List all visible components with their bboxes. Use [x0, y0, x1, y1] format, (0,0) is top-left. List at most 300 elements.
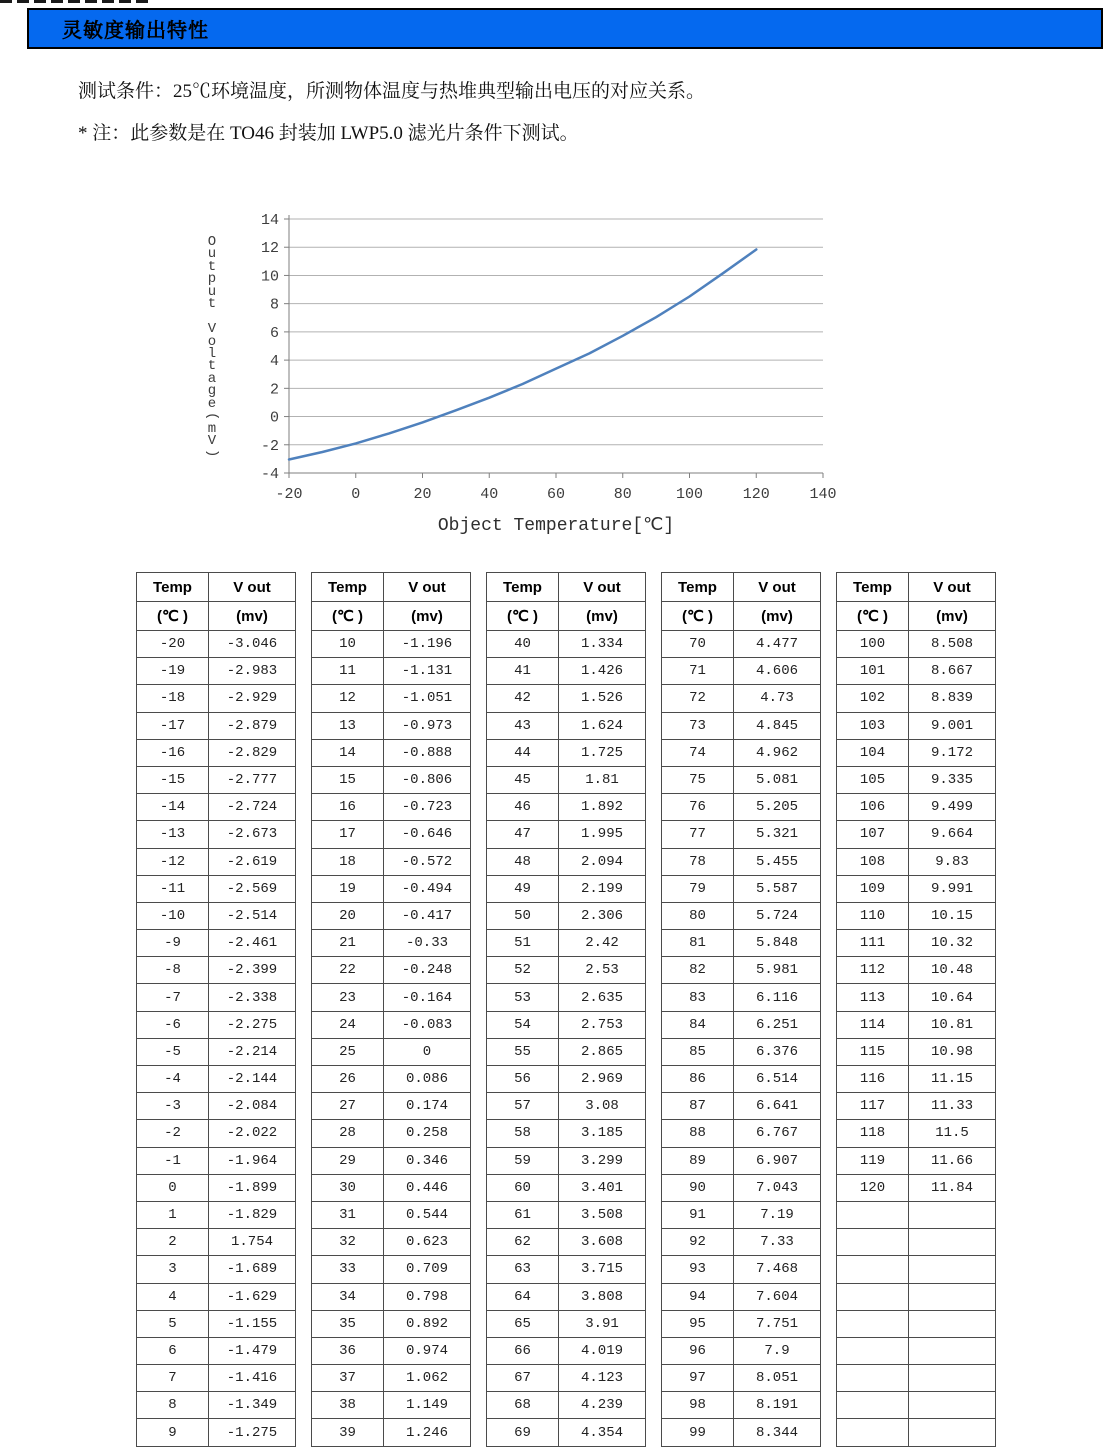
x-axis-title: Object Temperature[℃] [437, 516, 675, 536]
vout-cell: 11.66 [909, 1147, 996, 1174]
vout-cell: -3.046 [209, 631, 296, 658]
table-row [837, 1120, 996, 1147]
temp-cell: -2 [137, 1120, 209, 1147]
temp-cell: 36 [312, 1337, 384, 1364]
table-row [312, 1283, 471, 1310]
x-tick-label: 60 [546, 486, 566, 503]
temp-unit: (℃ ) [487, 602, 559, 631]
table-row [487, 1011, 646, 1038]
vout-cell: -2.569 [209, 875, 296, 902]
vout-cell [909, 1365, 996, 1392]
temp-cell: 118 [837, 1120, 909, 1147]
table-row [662, 739, 821, 766]
vout-unit: (mv) [909, 602, 996, 631]
vout-cell: 3.299 [559, 1147, 646, 1174]
temp-cell: 84 [662, 1011, 734, 1038]
table-row [837, 1147, 996, 1174]
vout-cell: 0.974 [384, 1337, 471, 1364]
table-row [137, 1283, 296, 1310]
table-row [312, 658, 471, 685]
table-row [837, 957, 996, 984]
temp-cell: 13 [312, 712, 384, 739]
table-row [487, 1147, 646, 1174]
vout-cell: -0.973 [384, 712, 471, 739]
y-axis-title-char: ( [204, 412, 221, 421]
vout-cell: 5.724 [734, 902, 821, 929]
vout-header: V out [384, 573, 471, 602]
vout-cell: -2.983 [209, 658, 296, 685]
temp-cell: 112 [837, 957, 909, 984]
vout-cell: -1.155 [209, 1310, 296, 1337]
table-row [662, 658, 821, 685]
table-row [837, 1337, 996, 1364]
temp-cell: 103 [837, 712, 909, 739]
table-row [312, 1337, 471, 1364]
temp-cell: -10 [137, 902, 209, 929]
table-row [662, 848, 821, 875]
table-row [837, 821, 996, 848]
temp-cell: 69 [487, 1419, 559, 1446]
table-row [137, 685, 296, 712]
table-header-row [837, 573, 996, 602]
vout-cell: -1.416 [209, 1365, 296, 1392]
table-row [137, 1229, 296, 1256]
temp-cell: 115 [837, 1038, 909, 1065]
temp-cell: 20 [312, 902, 384, 929]
table-row [837, 1038, 996, 1065]
temp-cell: 59 [487, 1147, 559, 1174]
table-row [837, 631, 996, 658]
table-row [137, 875, 296, 902]
vout-cell: 1.062 [384, 1365, 471, 1392]
table-row [312, 631, 471, 658]
temp-cell: 17 [312, 821, 384, 848]
table-row [312, 794, 471, 821]
vout-cell: -2.338 [209, 984, 296, 1011]
temp-cell: 6 [137, 1337, 209, 1364]
table-row [662, 766, 821, 793]
y-axis-title-char: p [207, 271, 217, 288]
temp-cell [837, 1310, 909, 1337]
temp-cell: 45 [487, 766, 559, 793]
table-row [312, 739, 471, 766]
temp-cell: 54 [487, 1011, 559, 1038]
table-row [487, 1038, 646, 1065]
temp-cell: 62 [487, 1229, 559, 1256]
table-row [837, 1310, 996, 1337]
y-axis-title-char: t [207, 358, 217, 375]
table-row [312, 821, 471, 848]
vout-cell: 10.48 [909, 957, 996, 984]
temp-cell: 29 [312, 1147, 384, 1174]
temp-cell [837, 1337, 909, 1364]
vout-cell: 6.251 [734, 1011, 821, 1038]
temp-cell: -7 [137, 984, 209, 1011]
temp-cell: 16 [312, 794, 384, 821]
temp-cell: 19 [312, 875, 384, 902]
vout-cell: 1.624 [559, 712, 646, 739]
temp-cell: 46 [487, 794, 559, 821]
vout-cell: 5.321 [734, 821, 821, 848]
vout-cell: 2.199 [559, 875, 646, 902]
table-row [837, 766, 996, 793]
temp-cell: 7 [137, 1365, 209, 1392]
table-row [137, 984, 296, 1011]
temp-cell: -11 [137, 875, 209, 902]
vout-cell: 9.001 [909, 712, 996, 739]
temp-cell: 55 [487, 1038, 559, 1065]
vout-cell: -2.777 [209, 766, 296, 793]
temp-cell: 24 [312, 1011, 384, 1038]
table-row [137, 1174, 296, 1201]
vout-cell: 5.848 [734, 930, 821, 957]
table-row [487, 984, 646, 1011]
temp-cell: 4 [137, 1283, 209, 1310]
temp-header: Temp [487, 573, 559, 602]
x-tick-label: 40 [480, 486, 499, 503]
temp-cell: -19 [137, 658, 209, 685]
table-row [312, 984, 471, 1011]
temp-cell: -1 [137, 1147, 209, 1174]
vout-cell: 11.84 [909, 1174, 996, 1201]
table-unit-row [487, 602, 646, 631]
table-row [662, 875, 821, 902]
temp-cell: 110 [837, 902, 909, 929]
table-row [662, 631, 821, 658]
temp-cell: 98 [662, 1392, 734, 1419]
table-row [137, 766, 296, 793]
vout-cell: 1.892 [559, 794, 646, 821]
vout-cell: 6.514 [734, 1066, 821, 1093]
vout-cell: -1.629 [209, 1283, 296, 1310]
vout-cell: 0.346 [384, 1147, 471, 1174]
table-row [487, 1120, 646, 1147]
table-row [487, 739, 646, 766]
temp-cell: 108 [837, 848, 909, 875]
temp-cell: 40 [487, 631, 559, 658]
vout-cell: 1.526 [559, 685, 646, 712]
table-row [662, 1283, 821, 1310]
temp-cell: 49 [487, 875, 559, 902]
table-row [662, 712, 821, 739]
vout-cell: 7.33 [734, 1229, 821, 1256]
vout-header: V out [559, 573, 646, 602]
temp-unit: (℃ ) [137, 602, 209, 631]
vout-cell: 7.751 [734, 1310, 821, 1337]
temp-cell: 79 [662, 875, 734, 902]
table-group-4 [661, 572, 821, 1447]
temp-cell: 76 [662, 794, 734, 821]
vout-cell: 7.604 [734, 1283, 821, 1310]
table-row [487, 1392, 646, 1419]
vout-cell: 9.172 [909, 739, 996, 766]
y-axis-title-char: g [207, 383, 217, 400]
vout-cell: 1.426 [559, 658, 646, 685]
temp-cell: 9 [137, 1419, 209, 1446]
temp-cell: 38 [312, 1392, 384, 1419]
y-axis-title-char: O [207, 234, 217, 250]
temp-cell: 10 [312, 631, 384, 658]
vout-cell: 1.725 [559, 739, 646, 766]
vout-cell: 1.995 [559, 821, 646, 848]
temp-cell: 27 [312, 1093, 384, 1120]
temp-cell [837, 1229, 909, 1256]
table-row [837, 1419, 996, 1446]
table-row [312, 1011, 471, 1038]
vout-cell: -2.461 [209, 930, 296, 957]
vout-cell: -2.724 [209, 794, 296, 821]
table-row [312, 1365, 471, 1392]
vout-cell: 7.19 [734, 1201, 821, 1228]
temp-cell: 71 [662, 658, 734, 685]
table-row [312, 848, 471, 875]
vout-cell: 11.15 [909, 1066, 996, 1093]
table-row [487, 848, 646, 875]
table-row [487, 1093, 646, 1120]
vout-cell: 3.08 [559, 1093, 646, 1120]
vout-cell: -1.196 [384, 631, 471, 658]
temp-cell: 32 [312, 1229, 384, 1256]
table-row [487, 1201, 646, 1228]
vout-cell: 0.446 [384, 1174, 471, 1201]
vout-cell [909, 1310, 996, 1337]
temp-cell: -3 [137, 1093, 209, 1120]
vout-cell: -2.022 [209, 1120, 296, 1147]
temp-cell: 120 [837, 1174, 909, 1201]
table-row [662, 957, 821, 984]
x-tick-label: 20 [413, 486, 432, 503]
temp-cell [837, 1283, 909, 1310]
vout-cell: 5.587 [734, 875, 821, 902]
section-title-bar [27, 8, 1103, 49]
temp-cell: 50 [487, 902, 559, 929]
vout-cell: 3.401 [559, 1174, 646, 1201]
table-header-row [137, 573, 296, 602]
y-axis-title-char: u [207, 246, 217, 263]
table-unit-row [312, 602, 471, 631]
vout-cell: -1.829 [209, 1201, 296, 1228]
table-row [137, 1392, 296, 1419]
table-row [487, 1066, 646, 1093]
table-header-row [487, 573, 646, 602]
y-tick-label: 4 [269, 353, 279, 371]
temp-cell: 35 [312, 1310, 384, 1337]
vout-cell: -1.899 [209, 1174, 296, 1201]
y-tick-label: 8 [269, 296, 279, 314]
temp-cell: 61 [487, 1201, 559, 1228]
temp-cell: 60 [487, 1174, 559, 1201]
vout-cell: -2.929 [209, 685, 296, 712]
temp-header: Temp [837, 573, 909, 602]
table-row [312, 766, 471, 793]
table-row [837, 739, 996, 766]
vout-cell: -0.888 [384, 739, 471, 766]
temp-cell: 77 [662, 821, 734, 848]
table-row [137, 631, 296, 658]
table-row [312, 1174, 471, 1201]
temp-cell: 3 [137, 1256, 209, 1283]
vout-cell: 10.98 [909, 1038, 996, 1065]
table-row [662, 821, 821, 848]
vout-cell [909, 1283, 996, 1310]
temp-cell [837, 1419, 909, 1446]
temp-cell: -8 [137, 957, 209, 984]
vout-cell: 1.149 [384, 1392, 471, 1419]
table-row [837, 1256, 996, 1283]
vout-cell: 9.335 [909, 766, 996, 793]
vout-cell: 10.32 [909, 930, 996, 957]
vout-cell: -0.723 [384, 794, 471, 821]
vout-cell: 1.81 [559, 766, 646, 793]
temp-cell: 111 [837, 930, 909, 957]
vout-cell: 2.635 [559, 984, 646, 1011]
vout-cell: 4.123 [559, 1365, 646, 1392]
x-tick-label: -20 [275, 486, 303, 503]
temp-cell: -18 [137, 685, 209, 712]
temp-cell: 74 [662, 739, 734, 766]
temp-cell: 53 [487, 984, 559, 1011]
test-condition-text: 测试条件：25℃环境温度，所测物体温度与热堆典型输出电压的对应关系。 [78, 81, 706, 102]
table-row [487, 631, 646, 658]
table-row [487, 685, 646, 712]
vout-cell: -0.248 [384, 957, 471, 984]
vout-cell: 11.33 [909, 1093, 996, 1120]
table-row [312, 1038, 471, 1065]
temp-cell: 34 [312, 1283, 384, 1310]
vout-header: V out [209, 573, 296, 602]
vout-cell: 0.892 [384, 1310, 471, 1337]
temp-cell: 80 [662, 902, 734, 929]
temp-cell: 51 [487, 930, 559, 957]
vout-cell: 6.116 [734, 984, 821, 1011]
table-row [137, 1337, 296, 1364]
temp-cell [837, 1201, 909, 1228]
vout-cell: -0.164 [384, 984, 471, 1011]
temp-cell: 83 [662, 984, 734, 1011]
table-row [312, 1120, 471, 1147]
vout-cell: 4.73 [734, 685, 821, 712]
table-row [837, 1201, 996, 1228]
vout-cell: 0.544 [384, 1201, 471, 1228]
vout-cell: 11.5 [909, 1120, 996, 1147]
vout-cell: 8.051 [734, 1365, 821, 1392]
vout-cell: 10.64 [909, 984, 996, 1011]
table-unit-row [137, 602, 296, 631]
vout-cell: -1.275 [209, 1419, 296, 1446]
table-row [837, 1283, 996, 1310]
vout-cell: 4.962 [734, 739, 821, 766]
table-row [487, 1337, 646, 1364]
y-axis-title-char: t [207, 296, 217, 313]
vout-cell [909, 1392, 996, 1419]
table-row [312, 712, 471, 739]
y-axis-title-char: e [207, 395, 217, 412]
table-row [137, 1147, 296, 1174]
vout-cell: 0 [384, 1038, 471, 1065]
vout-unit: (mv) [559, 602, 646, 631]
temp-cell: 25 [312, 1038, 384, 1065]
x-tick-label: 140 [809, 486, 837, 503]
vout-cell: 9.83 [909, 848, 996, 875]
vout-cell: 2.306 [559, 902, 646, 929]
y-axis-title-char: o [207, 333, 217, 350]
vout-cell: -0.806 [384, 766, 471, 793]
vout-cell: -2.829 [209, 739, 296, 766]
table-row [137, 1066, 296, 1093]
temp-cell: 5 [137, 1310, 209, 1337]
temp-cell: -17 [137, 712, 209, 739]
table-row [487, 902, 646, 929]
table-row [662, 1011, 821, 1038]
table-row [487, 930, 646, 957]
vout-cell: 4.354 [559, 1419, 646, 1446]
y-tick-label: 10 [260, 268, 279, 286]
table-row [312, 1066, 471, 1093]
table-row [487, 1365, 646, 1392]
vout-cell: 2.094 [559, 848, 646, 875]
y-axis-title-char: m [207, 420, 217, 437]
table-row [662, 1256, 821, 1283]
table-row [837, 902, 996, 929]
vout-header: V out [909, 573, 996, 602]
temp-cell: -13 [137, 821, 209, 848]
vout-cell: 9.991 [909, 875, 996, 902]
table-row [487, 766, 646, 793]
vout-cell: 3.715 [559, 1256, 646, 1283]
vout-cell: 2.753 [559, 1011, 646, 1038]
table-row [312, 685, 471, 712]
temp-cell: 88 [662, 1120, 734, 1147]
vout-cell: -2.619 [209, 848, 296, 875]
vout-cell: 0.623 [384, 1229, 471, 1256]
vout-cell: 4.845 [734, 712, 821, 739]
vout-cell: 10.81 [909, 1011, 996, 1038]
vout-cell [909, 1256, 996, 1283]
table-row [662, 794, 821, 821]
temp-cell: 113 [837, 984, 909, 1011]
temp-cell: 91 [662, 1201, 734, 1228]
table-row [837, 658, 996, 685]
y-axis-title-char: V [207, 321, 217, 338]
table-row [662, 1174, 821, 1201]
note-text: * 注：此参数是在 TO46 封装加 LWP5.0 滤光片条件下测试。 [78, 123, 579, 144]
table-row [487, 1310, 646, 1337]
temp-cell: 107 [837, 821, 909, 848]
table-row [312, 875, 471, 902]
temp-cell: 26 [312, 1066, 384, 1093]
table-row [312, 902, 471, 929]
table-row [137, 794, 296, 821]
vout-cell: 7.043 [734, 1174, 821, 1201]
y-tick-label: 0 [269, 409, 279, 427]
vout-cell [909, 1201, 996, 1228]
table-group-3 [486, 572, 646, 1447]
temp-cell: 116 [837, 1066, 909, 1093]
table-row [662, 1038, 821, 1065]
temp-cell [837, 1256, 909, 1283]
vout-cell: 3.508 [559, 1201, 646, 1228]
temp-cell: 96 [662, 1337, 734, 1364]
table-row [662, 930, 821, 957]
temp-cell: -16 [137, 739, 209, 766]
x-tick-label: 0 [351, 486, 361, 503]
vout-cell: 3.808 [559, 1283, 646, 1310]
table-row [312, 1256, 471, 1283]
section-title: 灵敏度输出特性 [62, 20, 209, 42]
temp-cell: 18 [312, 848, 384, 875]
table-row [662, 685, 821, 712]
vout-cell: -2.084 [209, 1093, 296, 1120]
